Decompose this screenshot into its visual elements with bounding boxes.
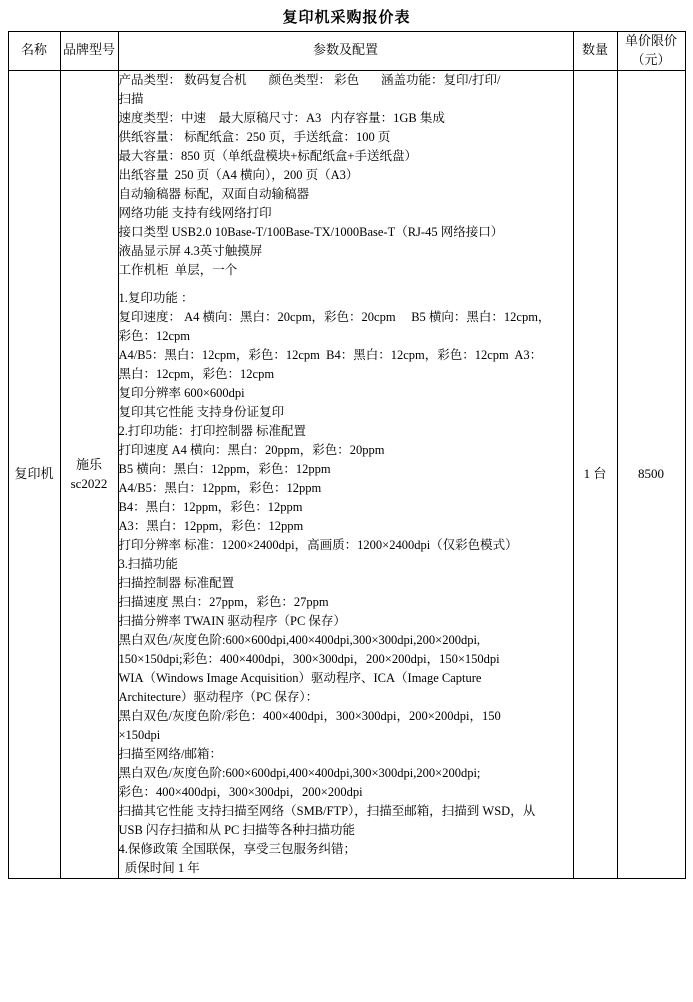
spec-line: 网络功能 支持有线网络打印 [118, 205, 272, 220]
table-row [8, 70, 685, 878]
spec-line: Architecture）驱动程序（PC 保存）： [118, 689, 319, 704]
header-name: 名称 [8, 32, 60, 71]
spec-line: USB 闪存扫描和从 PC 扫描等各种扫描功能 [118, 822, 355, 837]
spec-line: 产品类型： 数码复合机 颜色类型： 彩色 涵盖功能：复印/打印/ [118, 72, 501, 87]
spec-line: 质保时间 1 年 [118, 860, 200, 875]
spec-line: ×150dpi [118, 727, 161, 742]
spec-line: 黑白双色/灰度色阶/彩色：400×400dpi，300×300dpi，200×200dpi，150 [118, 708, 501, 723]
spec-line: 150×150dpi;彩色：400×400dpi，300×300dpi，200×200dpi，150×150dpi [118, 651, 500, 666]
spec-line: 复印其它性能 支持身份证复印 [118, 404, 285, 419]
spec-line: 自动输稿器 标配，双面自动输稿器 [118, 186, 310, 201]
spec-line: 扫描分辨率 TWAIN 驱动程序（PC 保存） [118, 613, 346, 628]
spec-line: 黑白双色/灰度色阶:600×600dpi,400×400dpi,300×300dpi,200×200dpi; [118, 765, 481, 780]
spec-line: B4：黑白：12ppm，彩色：12ppm [118, 499, 303, 514]
spec-line: 复印分辨率 600×600dpi [118, 385, 245, 400]
spec-line: 彩色：12cpm [118, 328, 191, 343]
spec-line: 最大容量：850 页（单纸盘模块+标配纸盒+手送纸盘） [118, 148, 417, 163]
spec-line: 扫描至网络/邮箱： [118, 746, 222, 761]
cell-quantity: 1 台 [573, 70, 617, 878]
spec-line: 彩色：400×400dpi，300×300dpi，200×200dpi [118, 784, 363, 799]
spec-line: 3.扫描功能 [118, 556, 178, 571]
spec-line: 接口类型 USB2.0 10Base-T/100Base-TX/1000Base-T（RJ-45 网络接口） [118, 224, 504, 239]
spec-line: 出纸容量 250 页（A4 横向），200 页（A3） [118, 167, 359, 182]
spec-line: 打印分辨率 标准：1200×2400dpi，高画质：1200×2400dpi（仅彩色模式） [118, 537, 518, 552]
header-brand-model: 品牌型号 [60, 32, 118, 71]
brand-line-1: 施乐 [75, 456, 102, 472]
spec-line: 4.保修政策 全国联保，享受三包服务纠错； [118, 841, 357, 856]
spec-line: 黑白：12cpm，彩色：12cpm [118, 366, 275, 381]
header-unit-price-limit-line1: 单价限价 [624, 33, 677, 48]
quotation-table [8, 31, 686, 879]
header-quantity: 数量 [573, 32, 617, 71]
spec-line: 液晶显示屏 4.3英寸触摸屏 [118, 243, 263, 258]
header-unit-price-limit [617, 32, 685, 71]
spec-line: A4/B5：黑白：12cpm，彩色：12cpm B4：黑白：12cpm，彩色：12cpm A3： [118, 347, 543, 362]
spec-line: 扫描其它性能 支持扫描至网络（SMB/FTP），扫描至邮箱，扫描到 WSD，从 [118, 803, 536, 818]
spec-line: 扫描 [118, 91, 144, 106]
spec-line: 速度类型：中速 最大原稿尺寸：A3 内存容量：1GB 集成 [118, 110, 445, 125]
spec-line [119, 280, 573, 289]
spec-line: A3：黑白：12ppm，彩色：12ppm [118, 518, 304, 533]
header-unit-price-limit-line2: （元） [631, 51, 671, 67]
spec-line: 扫描控制器 标准配置 [118, 575, 235, 590]
spec-text-block [119, 71, 573, 878]
cell-spec [118, 70, 573, 878]
page-title: 复印机采购报价表 [282, 10, 411, 26]
spec-line: 打印速度 A4 横向：黑白：20ppm，彩色：20ppm [118, 442, 385, 457]
spec-line: WIA（Windows Image Acquisition）驱动程序、ICA（Image Capture [118, 670, 482, 685]
table-header-row [8, 32, 685, 71]
spec-line: 1.复印功能 ： [118, 290, 194, 305]
spec-line: 2.打印功能：打印控制器 标准配置 [118, 423, 307, 438]
brand-line-2: sc2022 [70, 476, 108, 492]
cell-brand-model [60, 70, 118, 878]
spec-line: A4/B5：黑白：12ppm，彩色：12ppm [118, 480, 322, 495]
cell-name: 复印机 [8, 70, 60, 878]
cell-unit-price: 8500 [617, 70, 685, 878]
spec-line: 供纸容量： 标配纸盒：250 页，手送纸盒：100 页 [118, 129, 391, 144]
spec-line: 复印速度： A4 横向：黑白：20cpm，彩色：20cpm B5 横向：黑白：12cpm， [118, 309, 551, 324]
header-spec: 参数及配置 [118, 32, 573, 71]
spec-line: B5 横向：黑白：12ppm，彩色：12ppm [118, 461, 331, 476]
spec-line: 扫描速度 黑白：27ppm，彩色：27ppm [118, 594, 329, 609]
spec-line: 工作机柜 单层，一个 [118, 262, 238, 277]
spec-line: 黑白双色/灰度色阶:600×600dpi,400×400dpi,300×300dpi,200×200dpi, [118, 632, 481, 647]
